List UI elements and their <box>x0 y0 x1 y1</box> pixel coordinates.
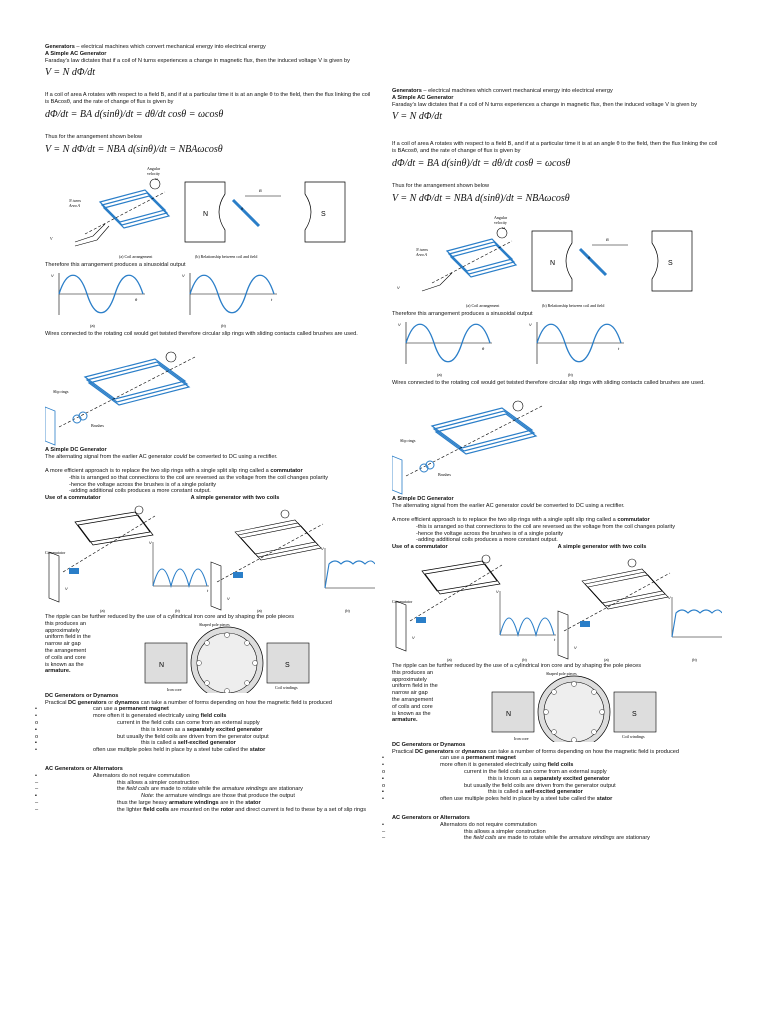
svg-text:B: B <box>259 187 262 193</box>
svg-text:Commutator: Commutator <box>45 549 66 555</box>
svg-text:t: t <box>207 587 209 593</box>
svg-text:(b): (b) <box>692 656 697 662</box>
svg-text:Shaped pole pieces: Shaped pole pieces <box>546 670 577 676</box>
svg-text:t: t <box>271 296 273 302</box>
svg-text:V: V <box>412 634 415 640</box>
svg-text:(b) Relationship between coil: (b) Relationship between coil and field <box>542 302 605 308</box>
svg-text:Slip rings: Slip rings <box>53 389 69 395</box>
svg-text:t: t <box>554 636 556 642</box>
equation-1: V = N dΦ/dt <box>45 67 96 79</box>
svg-text:V: V <box>149 539 152 545</box>
slip-rings-figure-2 <box>392 386 722 496</box>
svg-text:V: V <box>529 321 532 327</box>
svg-text:(a): (a) <box>437 371 442 377</box>
svg-text:S: S <box>632 710 637 718</box>
svg-text:velocity: velocity <box>494 219 507 225</box>
document-column-left: Generators – electrical machines which convert mechanical energy into electrical energy A Simple AC Generator Faraday’s law dictates that if a coil of N turns experiences a change in magnetic flux, then the induced voltage V is given by V = N dΦ/dt If a coil of area A rotates with respect to a field B, and if at a particular time it is at an angle θ to the field, then the flux linking the coil is BAcosθ, and the rate of change of flux is given by dΦ/dt = BA d(sinθ)/dt = dθ/dt cosθ = ωcosθ Thus for the arrangement shown below V = N dΦ/dt = NBA d(sinθ)/dt = NBAωcosθ Angular velocity ω N turns Area A V N S B θ (a) Coil arrangement (b) Relationship between coil and field Therefore this arrangement produces a sinusoidal output V V θ t (a) (b) Wires connected to the rotating coil would get twisted therefore circular slip rings with sliding contacts called brushes are used. Slip rings Brushes A Simple DC Generator The alternating signal from the earlier AC generator could be converted to DC using a rectifier. A more efficient approach is to replace the two slip rings with a single split slip ring called a commutator -this is arranged so that connections to the coil are reversed as the voltage from the coil changes polarity -hence the voltage across the brushes is of a single polarity -adding additional coils produces a more constant output. Use of a commutator A simple generator with two coils Commutator V V t V V (a) (b) (a) (b) The ripple can be further reduced by the use of a cylindrical iron core and by shaping the pole pieces this produces an approximately uniform field in the narrow air gap the arrangement of coils and core is known as the armature. N S Shaped pole pieces Iron core Coil windings DC Generators or Dynamos Practical DC generators or dynamos can take a number of forms depending on how the magnetic field is produced • can use a permanent magnet • more often it is generated electrically using field coils o current in the field coils can come from an external supply ▪ this is known as a separately excited generator o but usually the field coils are driven from the generator output ▪ this is called a self-excited generator • often use multiple poles held in place by a steel tube called the stator AC Generators or Alternators • Alternators do not require commutation – this allows a simpler construction – the field coils are made to rotate while the armature windings are stationary ▪ Note: the armature windings are those that produce the output – thus the large heavy armature windings are in the stator – the lighter field coils are mounted on the rotor and direct current is fed to these by a set of slip rings <box>45 44 375 814</box>
coil-arrangement-figure-2 <box>392 211 722 311</box>
alternators-heading: AC Generators or Alternators <box>45 765 123 772</box>
svg-text:V: V <box>496 588 499 594</box>
svg-text:V: V <box>51 272 54 278</box>
svg-text:V: V <box>321 545 324 551</box>
two-coils-label: A simple generator with two coils <box>190 495 280 502</box>
equation-2: dΦ/dt = BA d(sinθ)/dt = dθ/dt cosθ = ωcosθ <box>45 108 224 120</box>
svg-text:θ: θ <box>482 345 485 351</box>
svg-text:N: N <box>159 661 165 669</box>
dynamos-heading: DC Generators or Dynamos <box>45 692 119 699</box>
thus-text: Thus for the arrangement shown below <box>45 133 143 140</box>
sine-output-figure <box>45 269 375 331</box>
coil-text: If a coil of area A rotates with respect to a field B, and if at a particular time it is at an angle θ to the field, then the flux linking the coil is BAcosθ, and the rate of change of flux is given by <box>45 92 371 106</box>
doc-title: Generators <box>45 44 75 50</box>
svg-text:(a): (a) <box>257 607 262 613</box>
angular-label: Angular <box>147 165 161 171</box>
svg-text:(a): (a) <box>90 322 95 328</box>
svg-text:Slip rings: Slip rings <box>400 438 416 444</box>
svg-text:θ: θ <box>241 205 244 211</box>
svg-text:V: V <box>182 272 185 278</box>
svg-text:N turns: N turns <box>69 197 81 203</box>
pole-n: N <box>203 210 209 218</box>
svg-text:ω: ω <box>155 175 158 181</box>
armature-figure-2 <box>474 670 674 742</box>
svg-text:(b): (b) <box>175 607 180 613</box>
svg-text:Iron core: Iron core <box>514 735 529 741</box>
ac-heading: A Simple AC Generator <box>45 50 107 57</box>
sine-output-figure-2 <box>392 318 722 380</box>
ripple-text: The ripple can be further reduced by the use of a cylindrical iron core and by shaping the pole pieces <box>45 613 295 620</box>
equation-3: V = N dΦ/dt = NBA d(sinθ)/dt = NBAωcosθ <box>45 143 223 155</box>
svg-text:Iron core: Iron core <box>167 686 182 692</box>
svg-text:N: N <box>550 259 556 267</box>
svg-text:Brushes: Brushes <box>91 423 104 429</box>
svg-text:S: S <box>285 661 290 669</box>
svg-text:(a) Coil arrangement: (a) Coil arrangement <box>466 302 500 308</box>
svg-text:Angular: Angular <box>494 214 508 220</box>
svg-text:(b): (b) <box>221 322 226 328</box>
svg-text:V: V <box>574 644 577 650</box>
svg-text:θ: θ <box>135 296 138 302</box>
svg-text:ω: ω <box>502 224 506 230</box>
svg-text:(a): (a) <box>604 656 609 662</box>
svg-text:θ: θ <box>588 254 591 260</box>
svg-text:V: V <box>398 321 401 327</box>
svg-text:V: V <box>50 235 53 241</box>
use-commutator-label: Use of a commutator <box>45 495 101 502</box>
svg-text:B: B <box>606 236 609 242</box>
svg-text:V: V <box>65 585 68 591</box>
caption-relationship: (b) Relationship between coil and field <box>195 253 258 259</box>
armature-figure <box>127 621 327 693</box>
svg-text:Brushes: Brushes <box>438 472 451 478</box>
commutator-figure <box>45 502 375 614</box>
coil-arrangement-figure <box>45 162 375 262</box>
faraday-text: Faraday’s law dictates that if a coil of N turns experiences a change in magnetic flux, then the induced voltage V is given by <box>45 57 350 64</box>
svg-text:velocity: velocity <box>147 170 160 176</box>
slip-rings-figure <box>45 337 375 447</box>
svg-text:(b): (b) <box>568 371 573 377</box>
commutator-figure-2 <box>392 551 722 663</box>
svg-text:S: S <box>668 259 673 267</box>
pole-s: S <box>321 210 326 218</box>
svg-text:N turns: N turns <box>416 246 428 252</box>
svg-text:(a): (a) <box>100 607 105 613</box>
svg-text:N: N <box>506 710 512 718</box>
sinusoidal-text: Therefore this arrangement produces a sinusoidal output <box>45 261 186 268</box>
svg-text:Shaped pole pieces: Shaped pole pieces <box>199 621 230 627</box>
dc-heading: A Simple DC Generator <box>45 447 107 454</box>
svg-text:Coil windings: Coil windings <box>622 733 645 739</box>
svg-text:V: V <box>227 595 230 601</box>
svg-text:V: V <box>668 594 671 600</box>
svg-text:t: t <box>618 345 620 351</box>
svg-text:Coil windings: Coil windings <box>275 684 298 690</box>
svg-text:Commutator: Commutator <box>392 598 413 604</box>
svg-text:(a): (a) <box>447 656 452 662</box>
svg-text:V: V <box>397 284 400 290</box>
svg-text:Area A: Area A <box>416 251 427 257</box>
document-column-right: Generators – electrical machines which convert mechanical energy into electrical energy A Simple AC Generator Faraday’s law dictates that if a coil of N turns experiences a change in magnetic flux, then the induced voltage V is given by V = N dΦ/dt If a coil of area A rotates with respect to a field B, and if at a particular time it is at an angle θ to the field, then the flux linking the coil is BAcosθ, and the rate of change of flux is given by dΦ/dt = BA d(sinθ)/dt = dθ/dt cosθ = ωcosθ Thus for the arrangement shown below V = N dΦ/dt = NBA d(sinθ)/dt = NBAωcosθ Angular velocity ω N turns Area A V N S B θ (a) Coil arrangement (b) Relationship between coil and field Therefore this arrangement produces a sinusoidal output V V θ t (a) (b) Wires connected to the rotating coil would get twisted therefore circular slip rings with sliding contacts called brushes are used. Slip rings Brushes A Simple DC Generator The alternating signal from the earlier AC generator could be converted to DC using a rectifier. A more efficient approach is to replace the two slip rings with a single split slip ring called a commutator -this is arranged so that connections to the coil are reversed as the voltage from the coil changes polarity -hence the voltage across the brushes is of a single polarity -adding additional coils produces a more constant output. Use of a commutator A simple generator with two coils Commutator V V t V V (a) (b) (a) (b) The ripple can be further reduced by the use of a cylindrical iron core and by shaping the pole pieces this produces an approximately uniform field in the narrow air gap the arrangement of coils and core is known as the armature. N S Shaped pole pieces Iron core Coil windings DC Generators or Dynamos Practical DC generators or dynamos can take a number of forms depending on how the magnetic field is produced • can use a permanent magnet • more often it is generated electrically using field coils o current in the field coils can come from an external supply ▪ this is known as a separately excited generator o but usually the field coils are driven from the generator output ▪ this is called a self-excited generator • often use multiple poles held in place by a steel tube called the stator AC Generators or Alternators • Alternators do not require commutation – this allows a simpler construction – the field coils are made to rotate while the armature windings are stationary <box>392 88 722 842</box>
caption-coil: (a) Coil arrangement <box>119 253 153 259</box>
svg-text:(b): (b) <box>345 607 350 613</box>
wires-text: Wires connected to the rotating coil would get twisted therefore circular slip rings with sliding contacts called brushes are used. <box>45 330 358 337</box>
svg-text:(b): (b) <box>522 656 527 662</box>
svg-text:Area A: Area A <box>69 202 80 208</box>
